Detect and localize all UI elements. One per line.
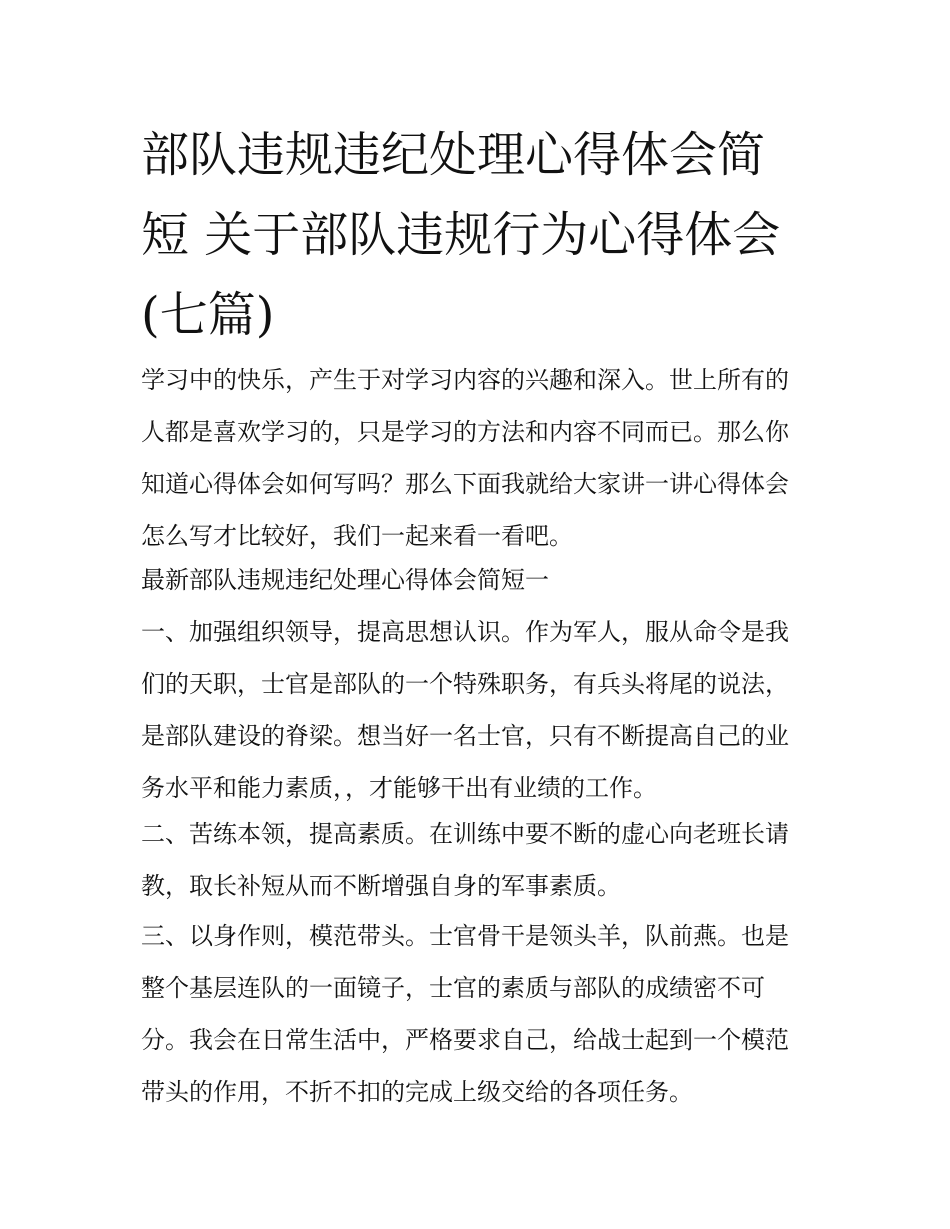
text-line: 务水平和能力素质，，才能够干出有业绩的工作。 — [141, 774, 657, 802]
text-line: 教，取长补短从而不断增强自身的军事素质。 — [141, 872, 621, 900]
text-line: 三、以身作则，模范带头。士官骨干是领头羊，队前燕。也是 — [141, 922, 789, 950]
document-title — [141, 115, 821, 355]
section-heading — [141, 554, 821, 606]
text-line: 分。我会在日常生活中，严格要求自己，给战士起到一个模范 — [141, 1026, 789, 1054]
text-line: 二、苦练本领，提高素质。在训练中要不断的虚心向老班长请 — [141, 820, 789, 848]
text-line: 学习中的快乐，产生于对学习内容的兴趣和深入。世上所有的 — [141, 366, 789, 394]
title-line: (七篇) — [141, 287, 275, 343]
text-line: 们的天职，士官是部队的一个特殊职务，有兵头将尾的说法， — [141, 670, 789, 698]
title-line: 短 关于部队违规行为心得体会 — [141, 207, 781, 263]
text-line: 整个基层连队的一面镜子，士官的素质与部队的成绩密不可 — [141, 974, 765, 1002]
text-line: 一、加强组织领导，提高思想认识。作为军人，服从命令是我 — [141, 618, 789, 646]
point-two-paragraph — [141, 808, 821, 912]
text-line: 是部队建设的脊梁。想当好一名士官，只有不断提高自己的业 — [141, 722, 789, 750]
point-three-paragraph — [141, 910, 821, 1118]
intro-paragraph — [141, 354, 821, 562]
text-line: 知道心得体会如何写吗？那么下面我就给大家讲一讲心得体会 — [141, 470, 789, 498]
point-one-paragraph — [141, 606, 821, 814]
text-line: 最新部队违规违纪处理心得体会简短一 — [141, 566, 549, 594]
text-line: 带头的作用，不折不扣的完成上级交给的各项任务。 — [141, 1078, 693, 1106]
title-line: 部队违规违纪处理心得体会简 — [141, 127, 766, 183]
text-line: 怎么写才比较好，我们一起来看一看吧。 — [141, 522, 573, 550]
text-line: 人都是喜欢学习的，只是学习的方法和内容不同而已。那么你 — [141, 418, 789, 446]
